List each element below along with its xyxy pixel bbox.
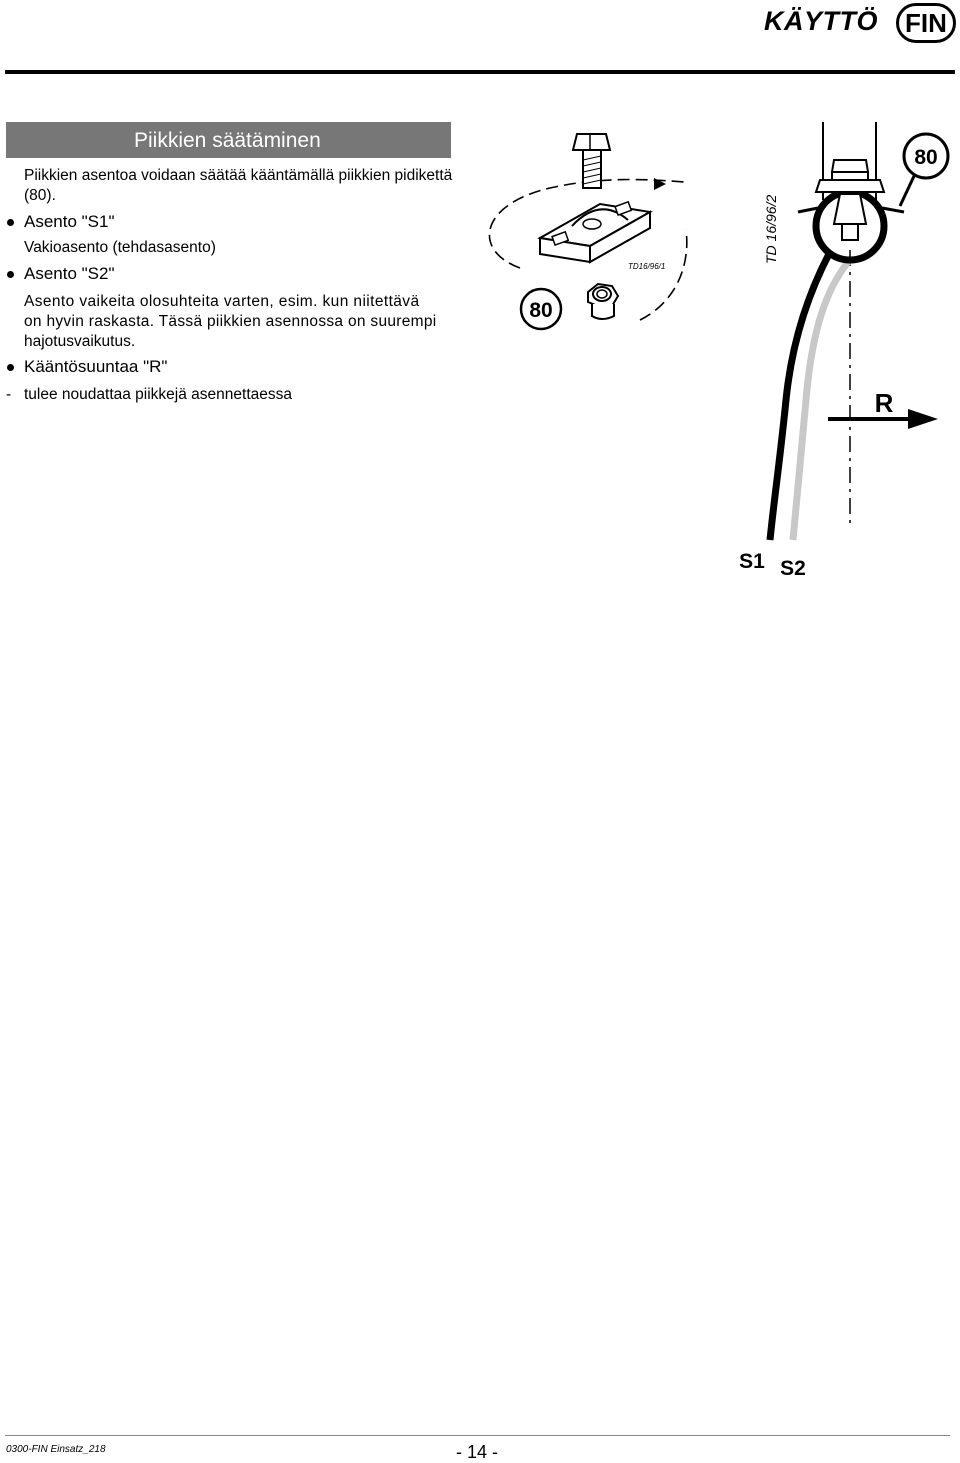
s2-line-1: Asento vaikeita olosuhteita varten, esim. kun niitettävä	[24, 293, 420, 310]
document-code: 0300-FIN Einsatz_218	[6, 1444, 106, 1455]
page-header-title: KÄYTTÖ	[764, 6, 878, 36]
s2-line-2: on hyvin raskasta. Tässä piikkien asennossa on suurempi	[24, 313, 437, 330]
nut-icon	[588, 284, 618, 319]
r-heading: Kääntösuuntaa "R"	[24, 357, 168, 376]
drawing-code-left: TD16/96/1	[628, 262, 666, 271]
r-text: tulee noudattaa piikkejä asennettaessa	[24, 386, 293, 403]
s2-line-3: hajotusvaikutus.	[24, 333, 136, 350]
footer-rule	[5, 1435, 950, 1436]
part-number-right: 80	[914, 146, 938, 169]
page-number: - 14 -	[456, 1442, 499, 1462]
part-number-left: 80	[529, 299, 553, 322]
r-dash: -	[6, 386, 12, 403]
tine-position-figure	[739, 122, 948, 580]
s1-label: S1	[739, 550, 765, 573]
s2-heading: Asento "S2"	[24, 264, 115, 283]
tine-holder-figure	[489, 134, 686, 329]
holder-plate-icon	[540, 202, 650, 262]
intro-line-1: Piikkien asentoa voidaan säätää kääntämällä piikkien pidikettä	[24, 167, 453, 184]
s2-label: S2	[780, 557, 806, 580]
drawing-code-right: TD 16/96/2	[763, 194, 779, 264]
language-badge: FIN	[896, 3, 956, 43]
intro-line-2: (80).	[24, 187, 56, 204]
direction-label: R	[874, 388, 894, 418]
s1-text: Vakioasento (tehdasasento)	[24, 239, 216, 256]
s1-heading: Asento "S1"	[24, 212, 115, 231]
section-title: Piikkien säätäminen	[6, 122, 451, 158]
